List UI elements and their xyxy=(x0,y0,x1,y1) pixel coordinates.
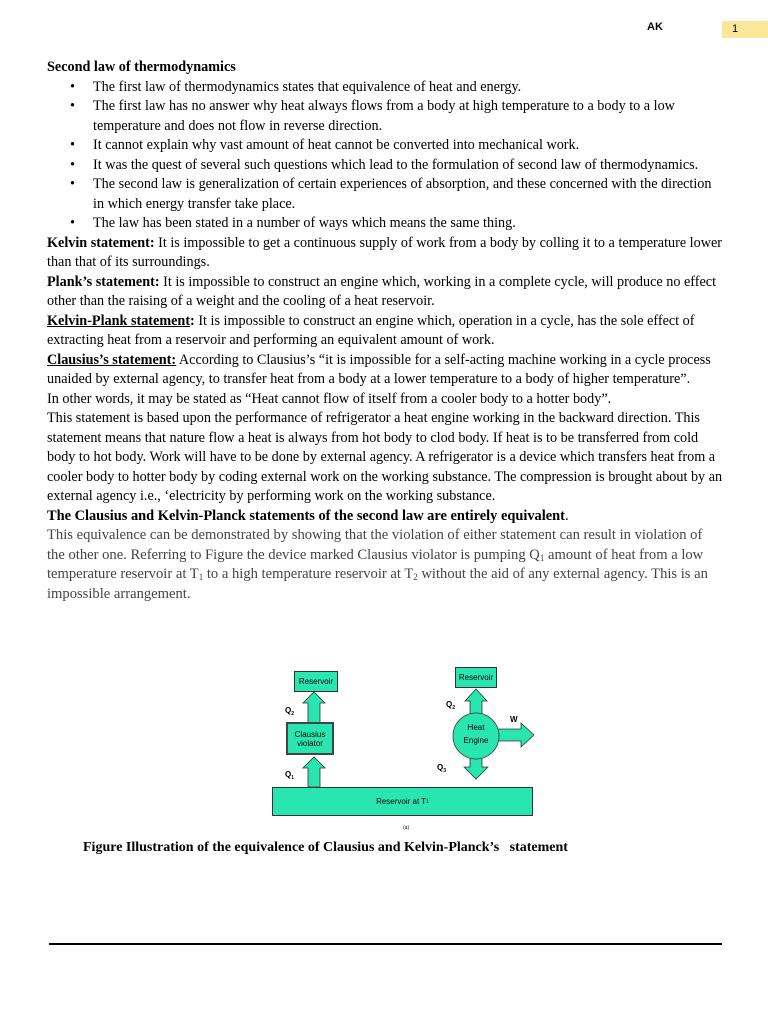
subscript-2: 2 xyxy=(413,572,418,582)
reservoir-left-box: Reservoir xyxy=(294,671,338,692)
subscript-1b: 1 xyxy=(198,572,204,582)
kelvin-statement xyxy=(47,234,723,273)
equivalence-figure xyxy=(272,666,534,836)
clausius-statement-text: According to Clausius’s “it is impossible for a self-acting machine working in a cycle process unaided by external agency, to transfer heat from a body at a lower temperature to a body of higher temperature”. xyxy=(47,351,711,387)
bullet-item: • The law has been stated in a number of ways which means the same thing. xyxy=(93,214,723,234)
arrow-q2-right xyxy=(465,689,487,716)
bullet-item: • The second law is generalization of certain experiences of absorption, and these concerned with the direction in which energy transfer take place. xyxy=(93,175,723,214)
bottom-reservoir-label: Reservoir at T xyxy=(376,797,427,806)
figure-caption: Figure Illustration of the equivalence of Clausius and Kelvin-Planck’s statement xyxy=(83,840,568,855)
bullet-item: • The first law of thermodynamics states that equivalence of heat and energy. xyxy=(93,78,723,98)
clausius-violator-box xyxy=(286,722,334,755)
q2-right-sub: 2 xyxy=(452,705,456,711)
section-title: Second law of thermodynamics xyxy=(47,59,236,75)
bottom-reservoir-box: Reservoir at T 1 xyxy=(272,787,533,816)
clausius-statement xyxy=(47,351,723,390)
reservoir-right-box: Reservoir xyxy=(455,667,497,688)
equivalence-paragraph xyxy=(47,526,723,604)
bullet-item: • It was the quest of several such questions which lead to the formulation of second law of thermodynamics. xyxy=(93,156,723,176)
other-words-paragraph: In other words, it may be stated as “Heat cannot flow of itself from a cooler body to a hotter body”. xyxy=(47,390,612,407)
page-number-badge: 1 xyxy=(722,21,768,38)
label-q1-left xyxy=(285,770,294,779)
label-q3-right xyxy=(437,763,446,772)
q1-left-letter: Q xyxy=(285,770,292,779)
arrow-q2-left xyxy=(303,692,325,725)
plank-statement xyxy=(47,273,723,312)
q2-left-letter: Q xyxy=(285,706,292,715)
label-work: W xyxy=(510,715,518,724)
figure-panel-label: (a) xyxy=(403,825,410,831)
q3-right-sub: 3 xyxy=(443,768,447,774)
heat-engine-label xyxy=(453,721,499,747)
bullet-item: • The first law has no answer why heat always flows from a body at high temperature to a body to a low temperature and does not flow in reverse direction. xyxy=(93,97,723,136)
clausius-line-2: violator xyxy=(297,738,323,748)
equivalence-text-4: without the aid of any external agency. This is an impossible arrangement. xyxy=(47,566,708,602)
kelvin-plank-colon: : xyxy=(190,312,195,329)
kelvin-plank-statement-label: Kelvin-Plank statement xyxy=(47,312,191,329)
kelvin-statement-label: Kelvin statement: xyxy=(47,234,155,251)
equivalence-text-3: to a high temperature reservoir at T xyxy=(203,566,414,582)
label-q2-left xyxy=(285,706,294,715)
label-q2-right xyxy=(446,700,455,709)
heat-engine-line-2: Engine xyxy=(463,736,489,745)
arrow-q1-left xyxy=(303,757,325,787)
footer-divider xyxy=(49,943,722,945)
equivalence-heading-period: . xyxy=(564,507,569,524)
document-body xyxy=(47,58,723,604)
bullet-item: • It cannot explain why vast amount of heat cannot be converted into mechanical work. xyxy=(93,136,723,156)
bullet-list xyxy=(47,78,723,234)
plank-statement-text: It is impossible to construct an engine which, working in a complete cycle, will produce no effect other than the raising of a weight and the cooling of a heat reservoir. xyxy=(47,273,717,309)
equivalence-heading-text: The Clausius and Kelvin-Planck statements of the second law are entirely equivalent xyxy=(47,507,565,524)
q1-left-sub: 1 xyxy=(291,775,295,781)
clausius-statement-label: Clausius’s statement: xyxy=(47,351,177,368)
kelvin-plank-statement xyxy=(47,312,723,351)
heat-engine-line-1: Heat xyxy=(467,723,485,732)
subscript-1: 1 xyxy=(539,552,545,563)
header-initials: AK xyxy=(647,21,663,33)
q3-right-letter: Q xyxy=(437,763,444,772)
q2-left-sub: 2 xyxy=(291,711,295,717)
equivalence-heading xyxy=(47,507,723,527)
equivalence-text-2: amount of heat from a low temperature reservoir at T xyxy=(47,546,704,582)
equivalence-text-1: This equivalence can be demonstrated by showing that the violation of either statement can result in violation of the other one. Referring to Figure the device marked Clausius violator is pumping Q xyxy=(47,527,703,563)
arrow-work xyxy=(496,723,534,747)
kelvin-plank-statement-text: It is impossible to construct an engine which, operation in a cycle, has the sole effect of extracting heat from a reservoir and performing an equivalent amount of work. xyxy=(47,312,695,348)
plank-statement-label: Plank’s statement: xyxy=(47,273,160,290)
q2-right-letter: Q xyxy=(446,700,453,709)
kelvin-statement-text: It is impossible to get a continuous supply of work from a body by colling it to a temperature lower than that of its surroundings. xyxy=(47,234,722,270)
clausius-line-1: Clausius xyxy=(294,729,326,739)
refrigerator-paragraph: This statement is based upon the performance of refrigerator a heat engine working in the backward direction. This statement means that nature flow a heat is always from hot body to clod body. If heat is to be transferred from cold body to hot body. Work will have to be done by external agency. A refrigerator is a device which transfers heat from a cooler body to hotter body by coding external work on the working substance. The compression is brought about by an external agency i.e., ‘electricity by performing work on the working substance. xyxy=(47,410,723,504)
